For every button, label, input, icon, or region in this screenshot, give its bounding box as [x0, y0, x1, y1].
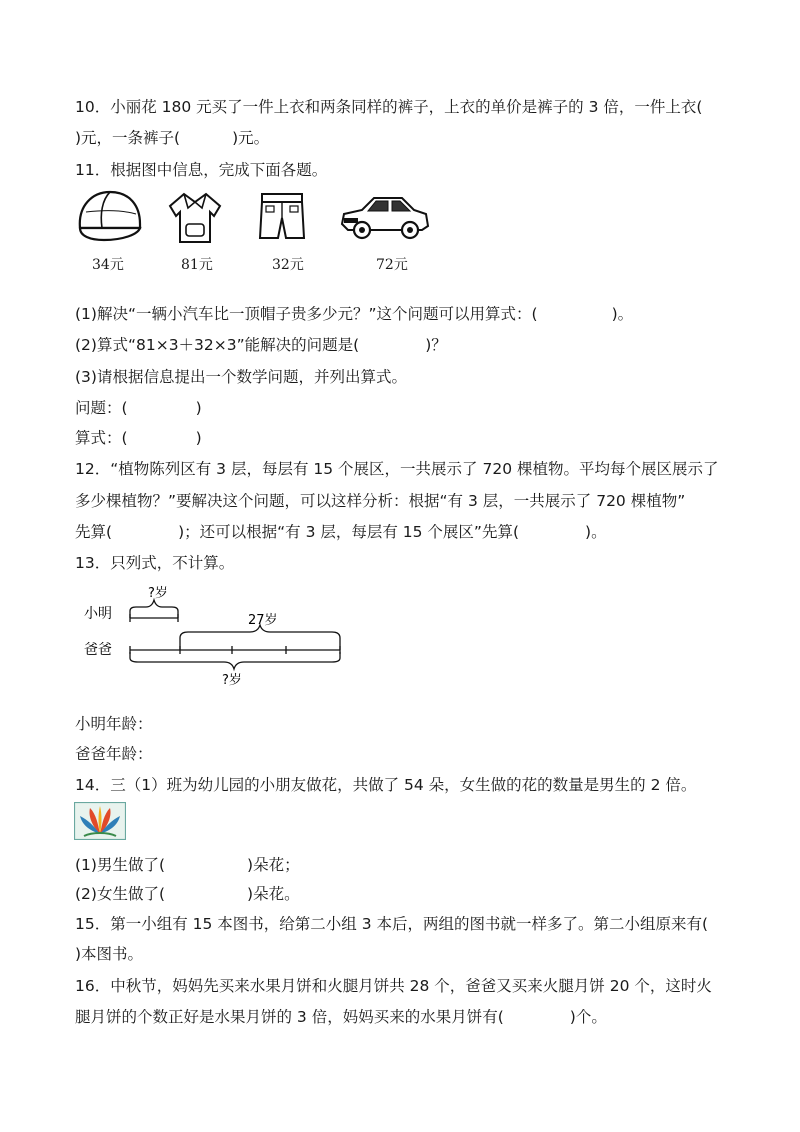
q13-answer1: 小明年龄：	[75, 715, 153, 733]
label-top: ?岁	[148, 586, 168, 601]
shorts-icon	[256, 190, 308, 244]
cap-icon	[74, 188, 146, 244]
name-xiaoming: 小明	[84, 606, 112, 622]
line-segment-diagram	[80, 580, 370, 690]
q12-line2: 多少棵植物？”要解决这个问题，可以这样分析：根据“有 3 层，一共展示了 720 棵植物”	[75, 492, 686, 510]
q12-line3: 先算( )；还可以根据“有 3 层，每层有 15 个展区”先算( )。	[75, 523, 607, 541]
q16-line1: 16．中秋节，妈妈先买来水果月饼和火腿月饼共 28 个，爸爸又买来火腿月饼 20 个，这时火	[75, 977, 712, 995]
q15-line1: 15．第一小组有 15 本图书，给第二小组 3 本后，两组的图书就一样多了。第二小组原来有(	[75, 915, 709, 933]
q11-part2: (2)算式“81×3＋32×3”能解决的问题是( )？	[75, 336, 447, 354]
price-car: 72元	[376, 257, 408, 273]
car-icon	[338, 190, 430, 244]
flower-icon	[74, 802, 126, 840]
q12-line1: 12．“植物陈列区有 3 层，每层有 15 个展区，一共展示了 720 棵植物。平均每个展区展示了	[75, 460, 719, 478]
q11-part1: (1)解决“一辆小汽车比一顶帽子贵多少元？”这个问题可以用算式：( )。	[75, 305, 634, 323]
q13-answer2: 爸爸年龄：	[75, 745, 153, 763]
label-bottom: ?岁	[222, 673, 242, 688]
jacket-icon	[164, 188, 226, 246]
q11-part3: (3)请根据信息提出一个数学问题，并列出算式。	[75, 368, 407, 386]
q16-line2: 腿月饼的个数正好是水果月饼的 3 倍，妈妈买来的水果月饼有( )个。	[75, 1008, 607, 1026]
q14-part2: (2)女生做了( )朵花。	[75, 885, 300, 903]
q11-formula: 算式：( )	[75, 429, 202, 447]
name-baba: 爸爸	[84, 642, 112, 658]
q15-line2: )本图书。	[75, 945, 144, 963]
q14-line1: 14．三（1）班为幼儿园的小朋友做花，共做了 54 朵，女生做的花的数量是男生的 2 倍。	[75, 776, 697, 794]
q14-part1: (1)男生做了( )朵花；	[75, 856, 300, 874]
price-shorts: 32元	[272, 257, 304, 273]
price-cap: 34元	[92, 257, 124, 273]
label-mid: 27岁	[248, 613, 278, 628]
q13-title: 13．只列式，不计算。	[75, 554, 235, 572]
q10-line1: 10．小丽花 180 元买了一件上衣和两条同样的裤子，上衣的单价是裤子的 3 倍，一件上衣(	[75, 98, 703, 116]
q10-line2: )元，一条裤子( )元。	[75, 129, 270, 147]
price-jacket: 81元	[181, 257, 213, 273]
q11-title: 11．根据图中信息，完成下面各题。	[75, 161, 328, 179]
q11-question: 问题：( )	[75, 399, 202, 417]
